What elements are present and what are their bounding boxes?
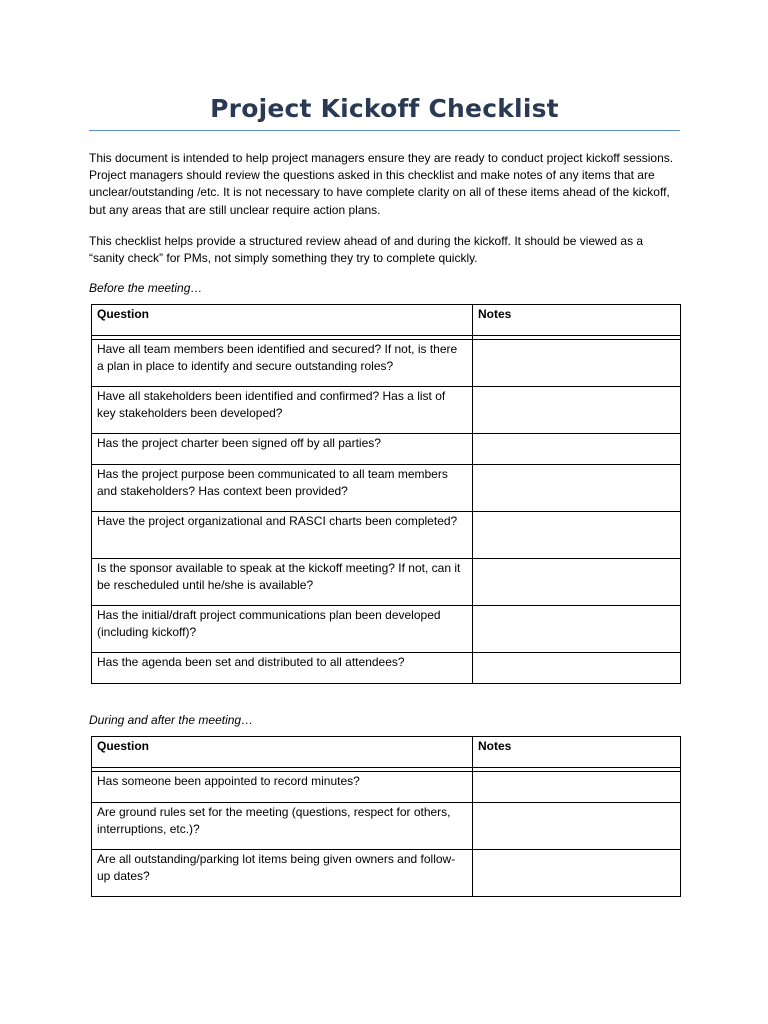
- table-header-row: [92, 737, 681, 768]
- column-header-question: Question: [92, 737, 473, 768]
- table-row: [92, 512, 681, 559]
- notes-cell[interactable]: [473, 465, 681, 512]
- table-row: [92, 387, 681, 434]
- intro-paragraph-1: This document is intended to help project managers ensure they are ready to conduct project kickoff sessions. Project managers should review the questions asked in this checklist and make notes of any items that are unclear/outstanding /etc. It is not necessary to have complete clarity on all of these items ahead of the kickoff, but any areas that are still unclear require action plans.: [89, 151, 674, 217]
- during-after-meeting-table: [91, 736, 681, 897]
- table-row: [92, 850, 681, 897]
- notes-cell[interactable]: [473, 387, 681, 434]
- intro-paragraph-2: This checklist helps provide a structured review ahead of and during the kickoff. It should be viewed as a “sanity check” for PMs, not simply something they try to complete quickly.: [89, 233, 644, 266]
- page-title: Project Kickoff Checklist: [210, 94, 559, 123]
- title-divider: [89, 130, 680, 131]
- notes-cell[interactable]: [473, 606, 681, 653]
- table-row: [92, 340, 681, 387]
- question-cell: Have all stakeholders been identified and confirmed? Has a list of key stakeholders been developed?: [92, 387, 473, 434]
- table-row: [92, 606, 681, 653]
- question-cell: Are ground rules set for the meeting (questions, respect for others, interruptions, etc.)?: [92, 803, 473, 850]
- during-after-meeting-label: During and after the meeting…: [89, 713, 254, 728]
- question-cell: Is the sponsor available to speak at the kickoff meeting? If not, can it be rescheduled until he/she is available?: [92, 559, 473, 606]
- question-cell: Have the project organizational and RASCI charts been completed?: [92, 512, 473, 559]
- question-cell: Has the agenda been set and distributed to all attendees?: [92, 653, 473, 684]
- before-meeting-table: [91, 304, 681, 684]
- question-cell: Has the initial/draft project communications plan been developed (including kickoff)?: [92, 606, 473, 653]
- table-row: [92, 465, 681, 512]
- notes-cell[interactable]: [473, 850, 681, 897]
- question-cell: Has someone been appointed to record minutes?: [92, 772, 473, 803]
- column-header-question: Question: [92, 305, 473, 336]
- notes-cell[interactable]: [473, 434, 681, 465]
- table-header-row: [92, 305, 681, 336]
- notes-cell[interactable]: [473, 340, 681, 387]
- document-page: [89, 0, 680, 897]
- table-row: [92, 434, 681, 465]
- column-header-notes: Notes: [473, 305, 681, 336]
- question-cell: Have all team members been identified and secured? If not, is there a plan in place to identify and secure outstanding roles?: [92, 340, 473, 387]
- question-cell: Has the project charter been signed off by all parties?: [92, 434, 473, 465]
- notes-cell[interactable]: [473, 512, 681, 559]
- table-row: [92, 653, 681, 684]
- question-cell: Has the project purpose been communicated to all team members and stakeholders? Has context been provided?: [92, 465, 473, 512]
- notes-cell[interactable]: [473, 653, 681, 684]
- table-row: [92, 772, 681, 803]
- before-meeting-label: Before the meeting…: [89, 281, 203, 296]
- notes-cell[interactable]: [473, 559, 681, 606]
- table-row: [92, 559, 681, 606]
- table-row: [92, 803, 681, 850]
- column-header-notes: Notes: [473, 737, 681, 768]
- question-cell: Are all outstanding/parking lot items being given owners and follow-up dates?: [92, 850, 473, 897]
- notes-cell[interactable]: [473, 772, 681, 803]
- notes-cell[interactable]: [473, 803, 681, 850]
